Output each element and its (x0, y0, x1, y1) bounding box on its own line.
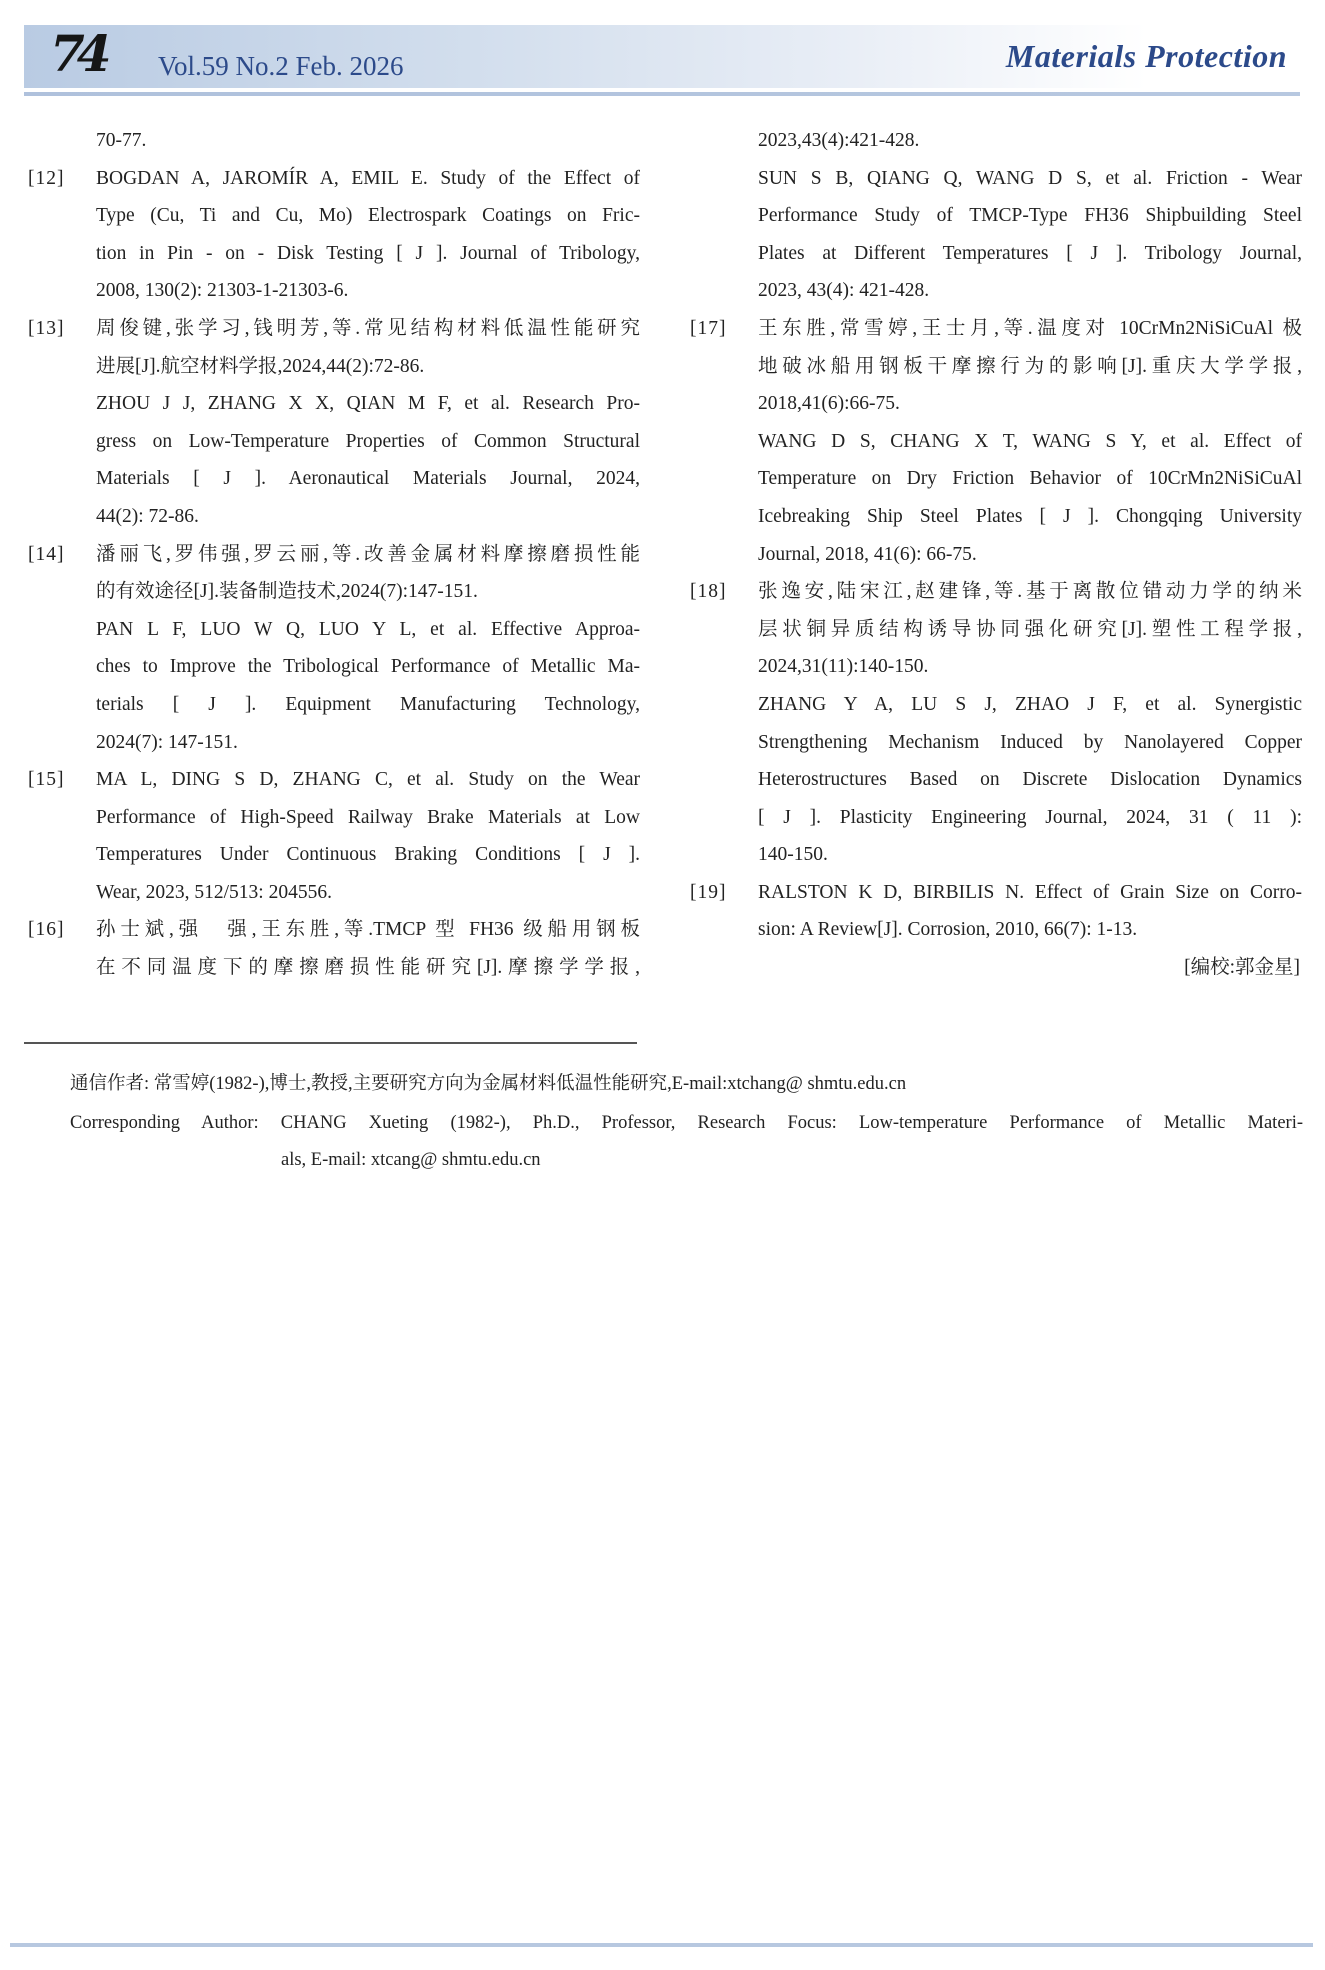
reference-text: 潘丽飞,罗伟强,罗云丽,等.改善金属材料摩擦磨损性能 (96, 543, 640, 565)
reference-line (690, 122, 1302, 160)
reference-text: 孙士斌,强 强,王东胜,等.TMCP 型 FH36 级船用钢板 (96, 919, 640, 941)
reference-text: ches to Improve the Tribological Performance of Metallic Ma- (96, 656, 640, 678)
reference-line (690, 197, 1302, 235)
reference-line (28, 724, 640, 762)
footnote-divider (24, 1042, 637, 1044)
reference-text: 王东胜,常雪婷,王士月,等.温度对 10CrMn2NiSiCuAl 极 (758, 317, 1302, 339)
reference-text: Strengthening Mechanism Induced by Nanolayered Copper (758, 731, 1302, 753)
reference-line (28, 160, 640, 198)
reference-line (690, 836, 1302, 874)
reference-line (28, 536, 640, 574)
reference-text: [ J ]. Plasticity Engineering Journal, 2024, 31 ( 11 ): (758, 806, 1302, 828)
reference-line (28, 686, 640, 724)
reference-text: BOGDAN A, JAROMÍR A, EMIL E. Study of the Effect of (96, 167, 640, 189)
reference-line (28, 235, 640, 273)
reference-line (690, 648, 1302, 686)
reference-line (28, 799, 640, 837)
reference-line (690, 272, 1302, 310)
reference-line (690, 799, 1302, 837)
bottom-rule (10, 1943, 1313, 1947)
reference-text: Journal, 2018, 41(6): 66-75. (758, 543, 977, 565)
reference-text: 周俊键,张学习,钱明芳,等.常见结构材料低温性能研究 (96, 317, 640, 339)
reference-line (28, 348, 640, 386)
reference-text: WANG D S, CHANG X T, WANG S Y, et al. Effect of (758, 430, 1302, 452)
reference-line (690, 235, 1302, 273)
reference-line (28, 122, 640, 160)
reference-line (690, 423, 1302, 461)
reference-line (690, 874, 1302, 912)
reference-text: Materials [ J ]. Aeronautical Materials Journal, 2024, (96, 468, 640, 490)
reference-text: 140-150. (758, 844, 828, 866)
reference-line (28, 310, 640, 348)
reference-text: Icebreaking Ship Steel Plates [ J ]. Chongqing University (758, 505, 1302, 527)
footnote-en-line2: als, E-mail: xtcang@ shmtu.edu.cn (281, 1150, 541, 1170)
issue-info: Vol.59 No.2 Feb. 2026 (158, 51, 404, 81)
reference-line (690, 536, 1302, 574)
reference-line (28, 874, 640, 912)
reference-text: ZHOU J J, ZHANG X X, QIAN M F, et al. Research Pro- (96, 393, 640, 415)
reference-line (690, 686, 1302, 724)
reference-line (28, 573, 640, 611)
references-right-column (690, 122, 1302, 987)
reference-number: [15] (28, 769, 65, 791)
reference-number: [17] (690, 317, 727, 339)
reference-line (28, 272, 640, 310)
reference-line (690, 761, 1302, 799)
reference-number: [14] (28, 543, 65, 565)
reference-text: ZHANG Y A, LU S J, ZHAO J F, et al. Synergistic (758, 693, 1302, 715)
journal-title: Materials Protection (1005, 38, 1287, 74)
reference-line (690, 911, 1302, 949)
reference-line (28, 197, 640, 235)
reference-line (690, 160, 1302, 198)
reference-text: 张逸安,陆宋江,赵建锋,等.基于离散位错动力学的纳米 (758, 581, 1302, 603)
reference-text: 2023, 43(4): 421-428. (758, 280, 930, 302)
reference-text: Plates at Different Temperatures [ J ]. Tribology Journal, (758, 242, 1302, 264)
reference-line (28, 498, 640, 536)
reference-text: MA L, DING S D, ZHANG C, et al. Study on the Wear (96, 769, 640, 791)
reference-line (28, 761, 640, 799)
reference-text: Temperatures Under Continuous Braking Conditions [ J ]. (96, 844, 640, 866)
reference-text: RALSTON K D, BIRBILIS N. Effect of Grain Size on Corro- (758, 881, 1302, 903)
reference-line (690, 573, 1302, 611)
reference-number: [12] (28, 167, 65, 189)
reference-text: SUN S B, QIANG Q, WANG D S, et al. Friction - Wear (758, 167, 1302, 189)
reference-text: 2024(7): 147-151. (96, 731, 238, 753)
reference-text: 在不同温度下的摩擦磨损性能研究[J].摩擦学学报, (96, 957, 640, 979)
references-left-column (28, 122, 640, 987)
reference-text: 2018,41(6):66-75. (758, 393, 900, 415)
editor-note: [编校:郭金星] (1184, 957, 1300, 979)
reference-line (28, 949, 640, 987)
reference-line (690, 348, 1302, 386)
footnote-en-line1: Corresponding Author: CHANG Xueting (1982-), Ph.D., Professor, Research Focus: Low-temperature Performance of Metallic Materi- (70, 1113, 1303, 1133)
reference-text: 70-77. (96, 130, 147, 151)
reference-text: 的有效途径[J].装备制造技术,2024(7):147-151. (96, 581, 478, 603)
reference-text: 层状铜异质结构诱导协同强化研究[J].塑性工程学报, (758, 618, 1302, 640)
reference-text: Performance of High-Speed Railway Brake Materials at Low (96, 806, 640, 828)
reference-line (28, 611, 640, 649)
reference-text: Temperature on Dry Friction Behavior of 10CrMn2NiSiCuAl (758, 468, 1302, 490)
reference-text: 44(2): 72-86. (96, 505, 199, 527)
reference-line (28, 648, 640, 686)
reference-number: [13] (28, 317, 65, 339)
footnote-cn: 通信作者: 常雪婷(1982-),博士,教授,主要研究方向为金属材料低温性能研究,E-mail:xtchang@ shmtu.edu.cn (70, 1074, 907, 1094)
reference-line (28, 911, 640, 949)
reference-text: 2008, 130(2): 21303-1-21303-6. (96, 280, 349, 302)
reference-text: sion: A Review[J]. Corrosion, 2010, 66(7): 1-13. (758, 919, 1138, 941)
reference-line (690, 310, 1302, 348)
reference-text: 2024,31(11):140-150. (758, 656, 929, 678)
reference-text: PAN L F, LUO W Q, LUO Y L, et al. Effective Approa- (96, 618, 640, 640)
reference-line (28, 836, 640, 874)
reference-line (28, 423, 640, 461)
reference-line (690, 611, 1302, 649)
header-rule (24, 92, 1300, 96)
reference-number: [16] (28, 919, 65, 941)
reference-number: [19] (690, 881, 727, 903)
reference-text: tion in Pin - on - Disk Testing [ J ]. Journal of Tribology, (96, 242, 640, 264)
page-number: 74 (50, 24, 104, 83)
reference-text: 进展[J].航空材料学报,2024,44(2):72-86. (96, 355, 425, 377)
reference-text: 2023,43(4):421-428. (758, 130, 920, 151)
reference-text: Performance Study of TMCP-Type FH36 Shipbuilding Steel (758, 205, 1302, 227)
reference-text: 地破冰船用钢板干摩擦行为的影响[J].重庆大学学报, (758, 355, 1302, 377)
reference-line (28, 460, 640, 498)
reference-line (690, 498, 1302, 536)
reference-line (690, 385, 1302, 423)
reference-line (690, 460, 1302, 498)
reference-text: Type (Cu, Ti and Cu, Mo) Electrospark Coatings on Fric- (96, 205, 640, 227)
reference-text: Wear, 2023, 512/513: 204556. (96, 881, 332, 903)
reference-text: Heterostructures Based on Discrete Dislocation Dynamics (758, 769, 1302, 791)
reference-text: gress on Low-Temperature Properties of Common Structural (96, 430, 640, 452)
reference-number: [18] (690, 581, 727, 603)
reference-line (690, 724, 1302, 762)
reference-line (28, 385, 640, 423)
reference-text: terials [ J ]. Equipment Manufacturing Technology, (96, 693, 640, 715)
